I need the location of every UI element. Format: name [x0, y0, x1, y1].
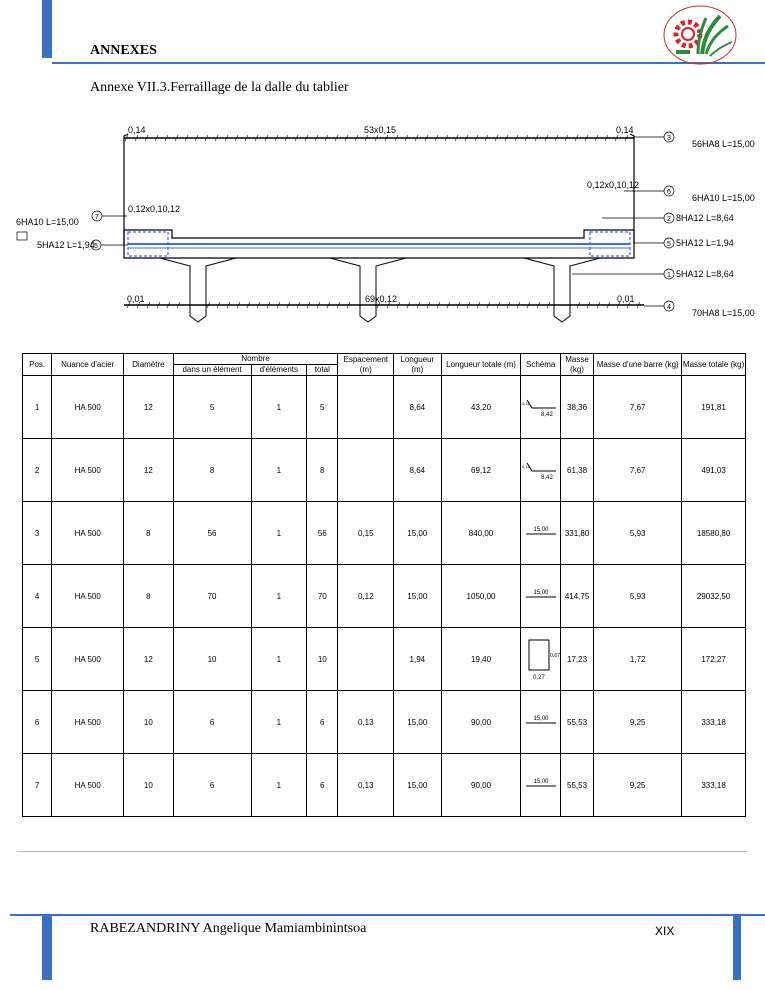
- cell-schema: [521, 691, 560, 754]
- cell-masse: 55,53: [560, 754, 593, 817]
- cell-total: 6: [307, 754, 338, 817]
- cell-nuance: HA 500: [52, 628, 124, 691]
- cell-diametre: 8: [124, 565, 174, 628]
- bar-length-label: 15,00: [533, 590, 549, 596]
- cell-longueur-totale: 43,20: [441, 376, 521, 439]
- cell-longueur-totale: 840,00: [441, 502, 521, 565]
- slab-reinforcement-drawing: [12, 118, 755, 328]
- callout-label-5: 5HA12 L=1,94: [676, 238, 734, 248]
- cell-nuance: HA 500: [52, 691, 124, 754]
- cell-nuance: HA 500: [52, 439, 124, 502]
- bar-line: [527, 463, 556, 471]
- cell-schema: [521, 565, 560, 628]
- table-row: [23, 691, 746, 754]
- footer-accent-bar-right: [733, 916, 741, 980]
- dim-bottom-left: 0,01: [127, 294, 145, 304]
- col-longueur-totale: Longueur totale (m): [441, 354, 521, 376]
- cell-dans: 5: [173, 376, 251, 439]
- dim-left-spacing: 0,12x0,10,12: [128, 204, 181, 214]
- cell-diametre: 10: [124, 754, 174, 817]
- cell-diametre: 12: [124, 628, 174, 691]
- cell-delements: 1: [251, 691, 307, 754]
- cell-masse-barre: 7,67: [594, 439, 682, 502]
- cell-nuance: HA 500: [52, 376, 124, 439]
- cell-schema: [521, 439, 560, 502]
- table-row: [23, 628, 746, 691]
- col-masse-barre: Masse d'une barre (kg): [594, 354, 682, 376]
- cell-total: 6: [307, 691, 338, 754]
- bar-shape-diagram: [523, 579, 559, 613]
- col-total: total: [307, 365, 338, 376]
- cell-masse: 17,23: [560, 628, 593, 691]
- cell-schema: [521, 502, 560, 565]
- cell-masse-totale: 333,18: [682, 691, 746, 754]
- cell-delements: 1: [251, 439, 307, 502]
- bar-shape-diagram: [523, 768, 559, 802]
- cell-pos: 5: [23, 628, 52, 691]
- callout-num-5: 5: [667, 241, 671, 248]
- cell-pos: 6: [23, 691, 52, 754]
- cell-masse-totale: 172,27: [682, 628, 746, 691]
- callout-label-1: 5HA12 L=8,64: [676, 269, 734, 279]
- col-masse-totale: Masse totale (kg): [682, 354, 746, 376]
- cell-schema: [521, 628, 560, 691]
- cell-longueur: 8,64: [394, 376, 442, 439]
- col-schema: Schéma: [521, 354, 560, 376]
- cell-longueur: 15,00: [394, 565, 442, 628]
- cell-dans: 6: [173, 754, 251, 817]
- cell-total: 56: [307, 502, 338, 565]
- cell-dans: 70: [173, 565, 251, 628]
- col-nuance: Nuance d'acier: [52, 354, 124, 376]
- cell-masse-totale: 18580,80: [682, 502, 746, 565]
- bar-length-label: 15,00: [533, 716, 549, 722]
- callout-label-3: 56HA8 L=15,00: [692, 139, 755, 149]
- cell-masse-barre: 7,67: [594, 376, 682, 439]
- col-nombre: Nombre: [173, 354, 338, 365]
- dim-top-left: 0,14: [128, 125, 146, 135]
- rebar-schedule-table: [22, 353, 746, 817]
- cell-dans: 56: [173, 502, 251, 565]
- callout-num-7: 7: [95, 214, 99, 221]
- bar-line: [529, 640, 549, 670]
- cell-longueur-totale: 90,00: [441, 691, 521, 754]
- bar-length-label: 8,42: [540, 412, 553, 418]
- cell-longueur-totale: 19,40: [441, 628, 521, 691]
- cell-masse-barre: 1,72: [594, 628, 682, 691]
- cell-longueur-totale: 1050,00: [441, 565, 521, 628]
- cell-dans: 6: [173, 691, 251, 754]
- dim-right-spacing: 0,12x0,10,12: [587, 180, 640, 190]
- dim-bottom-right: 0,01: [617, 294, 635, 304]
- cell-pos: 2: [23, 439, 52, 502]
- cell-masse-totale: 333,18: [682, 754, 746, 817]
- cell-masse: 61,38: [560, 439, 593, 502]
- callout-label-4: 70HA8 L=15,00: [692, 308, 755, 318]
- cell-nuance: HA 500: [52, 754, 124, 817]
- cell-masse: 55,53: [560, 691, 593, 754]
- cell-masse-totale: 491,03: [682, 439, 746, 502]
- cell-nuance: HA 500: [52, 502, 124, 565]
- table-bottom-rule: [17, 851, 748, 852]
- stirrup-height-label: 0,67: [549, 653, 560, 659]
- col-pos: Pos.: [23, 354, 52, 376]
- cell-pos: 4: [23, 565, 52, 628]
- cell-schema: [521, 376, 560, 439]
- cell-delements: 1: [251, 754, 307, 817]
- cell-masse-barre: 9,25: [594, 754, 682, 817]
- footer-rule: [10, 914, 765, 916]
- cell-espacement: 0,13: [338, 691, 394, 754]
- cell-masse-totale: 29032,50: [682, 565, 746, 628]
- cell-total: 5: [307, 376, 338, 439]
- header-accent-bar: [42, 0, 52, 58]
- bar-shape-diagram: [523, 637, 559, 681]
- cell-total: 10: [307, 628, 338, 691]
- cell-espacement: 0,13: [338, 754, 394, 817]
- col-masse: Masse (kg): [560, 354, 593, 376]
- table-row: [23, 376, 746, 439]
- col-diametre: Diamètre: [124, 354, 174, 376]
- col-espacement: Espacement (m): [338, 354, 394, 376]
- cell-longueur-totale: 69,12: [441, 439, 521, 502]
- annex-subtitle: Annexe VII.3.Ferraillage de la dalle du tablier: [90, 80, 349, 95]
- callout-num-2: 2: [667, 216, 671, 223]
- cell-delements: 1: [251, 565, 307, 628]
- footer-page-number: XIX: [655, 924, 675, 938]
- cell-dans: 10: [173, 628, 251, 691]
- cell-espacement: 0,15: [338, 502, 394, 565]
- dim-bottom-spacing: 69x0,12: [365, 294, 398, 304]
- bar-hook-label: 0,12: [521, 401, 530, 406]
- cell-longueur: 1,94: [394, 628, 442, 691]
- callout-num-3: 3: [667, 135, 671, 142]
- callout-label-6: 6HA10 L=15,00: [692, 193, 755, 203]
- cell-pos: 7: [23, 754, 52, 817]
- cell-longueur-totale: 90,00: [441, 754, 521, 817]
- bar-line: [527, 400, 556, 408]
- cell-delements: 1: [251, 628, 307, 691]
- callout-label-2: 8HA12 L=8,64: [676, 213, 734, 223]
- cell-schema: [521, 754, 560, 817]
- cell-espacement: 0,12: [338, 565, 394, 628]
- header-rule: [52, 62, 765, 64]
- bar-length-label: 15,00: [533, 527, 549, 533]
- cell-espacement: [338, 439, 394, 502]
- table-row: [23, 439, 746, 502]
- bar-length-label: 8,42: [540, 475, 553, 481]
- cell-delements: 1: [251, 502, 307, 565]
- rebar-table-body: [23, 376, 746, 817]
- cell-masse: 38,36: [560, 376, 593, 439]
- cell-espacement: [338, 628, 394, 691]
- cell-espacement: [338, 376, 394, 439]
- cell-pos: 1: [23, 376, 52, 439]
- cell-diametre: 8: [124, 502, 174, 565]
- cell-masse-barre: 5,93: [594, 565, 682, 628]
- cell-total: 70: [307, 565, 338, 628]
- callout-num-4: 4: [667, 304, 671, 311]
- cell-masse-barre: 5,93: [594, 502, 682, 565]
- col-delements: d'éléments: [251, 365, 307, 376]
- footer-accent-bar-left: [42, 916, 52, 980]
- stirrup-width-label: 0,27: [532, 675, 545, 681]
- callout-num-6: 6: [667, 189, 671, 196]
- cell-masse: 414,75: [560, 565, 593, 628]
- cell-longueur: 8,64: [394, 439, 442, 502]
- cell-total: 8: [307, 439, 338, 502]
- dim-top-spacing: 53x0,15: [364, 125, 397, 135]
- col-dans-element: dans un élément: [173, 365, 251, 376]
- header-title: ANNEXES: [90, 43, 157, 58]
- cell-masse-barre: 9,25: [594, 691, 682, 754]
- cell-nuance: HA 500: [52, 565, 124, 628]
- callout-label-7: 6HA10 L=15,00: [16, 217, 79, 227]
- cell-diametre: 12: [124, 376, 174, 439]
- bar-shape-diagram: [523, 453, 559, 487]
- cell-pos: 3: [23, 502, 52, 565]
- callout-num-1: 1: [667, 272, 671, 279]
- footer-author: RABEZANDRINY Angelique Mamiambinintsoa: [90, 921, 367, 936]
- table-row: [23, 502, 746, 565]
- cell-longueur: 15,00: [394, 691, 442, 754]
- cell-delements: 1: [251, 376, 307, 439]
- callout-num-5-left: 5: [94, 243, 98, 250]
- dim-top-right: 0,14: [616, 125, 634, 135]
- cell-dans: 8: [173, 439, 251, 502]
- cell-diametre: 12: [124, 439, 174, 502]
- col-longueur: Longueur (m): [394, 354, 442, 376]
- bar-shape-diagram: [523, 705, 559, 739]
- cell-masse-totale: 191,81: [682, 376, 746, 439]
- cell-masse: 331,80: [560, 502, 593, 565]
- table-row: [23, 754, 746, 817]
- institution-logo: [662, 4, 738, 66]
- cell-longueur: 15,00: [394, 754, 442, 817]
- bar-shape-diagram: [523, 516, 559, 550]
- bar-length-label: 15,00: [533, 779, 549, 785]
- bar-hook-label: 0,12: [521, 464, 530, 469]
- cell-longueur: 15,00: [394, 502, 442, 565]
- bar-shape-diagram: [523, 390, 559, 424]
- callout-label-5-left: 5HA12 L=1,94: [37, 240, 95, 250]
- cell-diametre: 10: [124, 691, 174, 754]
- table-row: [23, 565, 746, 628]
